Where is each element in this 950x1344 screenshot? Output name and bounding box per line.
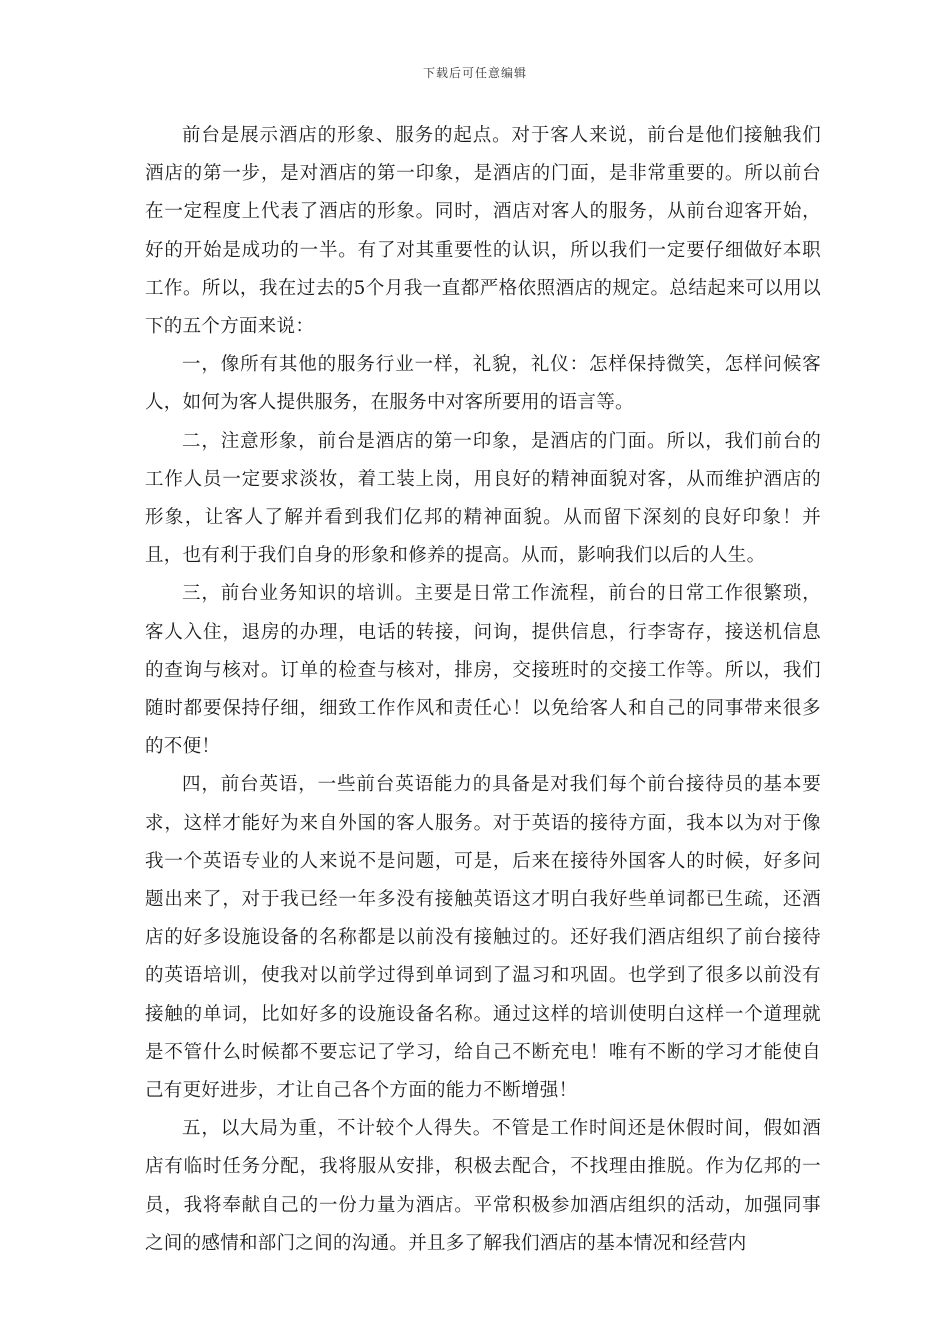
paragraph-point-1: 一，像所有其他的服务行业一样，礼貌，礼仪：怎样保持微笑，怎样问候客人，如何为客人提供服务，在服务中对客所要用的语言等。 bbox=[145, 354, 821, 414]
paragraph-point-3: 三，前台业务知识的培训。主要是日常工作流程，前台的日常工作很繁琐，客人入住，退房的办理，电话的转接，问询，提供信息，行李寄存，接送机信息的查询与核对。订单的检查与核对，排房，交接班时的交接工作等。所以，我们随时都要保持仔细，细致工作作风和责任心！以免给客人和自己的同事带来很多的不便！ bbox=[145, 583, 821, 758]
paragraph-point-5: 五，以大局为重，不计较个人得失。不管是工作时间还是休假时间，假如酒店有临时任务分配，我将服从安排，积极去配合，不找理由推脱。作为亿邦的一员，我将奉献自己的一份力量为酒店。平常积极参加酒店组织的活动，加强同事之间的感情和部门之间的沟通。并且多了解我们酒店的基本情况和经营内 bbox=[145, 1118, 821, 1254]
paragraph-point-2: 二，注意形象，前台是酒店的第一印象，是酒店的门面。所以，我们前台的工作人员一定要求淡妆，着工装上岗，用良好的精神面貌对客，从而维护酒店的形象，让客人了解并看到我们亿邦的精神面貌。从而留下深刻的良好印象！并且，也有利于我们自身的形象和修养的提高。从而，影响我们以后的人生。 bbox=[145, 430, 821, 567]
paragraph-intro: 前台是展示酒店的形象、服务的起点。对于客人来说，前台是他们接触我们酒店的第一步，是对酒店的第一印象，是酒店的门面，是非常重要的。所以前台在一定程度上代表了酒店的形象。同时，酒店对客人的服务，从前台迎客开始，好的开始是成功的一半。有了对其重要性的认识，所以我们一定要仔细做好本职工作。所以，我在过去的5个月我一直都严格依照酒店的规定。总结起来可以用以下的五个方面来说： bbox=[145, 125, 821, 338]
page-header-note: 下载后可任意编辑 bbox=[422, 66, 527, 80]
paragraph-point-4: 四，前台英语，一些前台英语能力的具备是对我们每个前台接待员的基本要求，这样才能好为来自外国的客人服务。对于英语的接待方面，我本以为对于像我一个英语专业的人来说不是问题，可是，后来在接待外国客人的时候，好多问题出来了，对于我已经一年多没有接触英语这才明白我好些单词都已生疏，还酒店的好多设施设备的名称都是以前没有接触过的。还好我们酒店组织了前台接待的英语培训，使我对以前学过得到单词到了温习和巩固。也学到了很多以前没有接触的单词，比如好多的设施设备名称。通过这样的培训使明白这样一个道理就是不管什么时候都不要忘记了学习，给自己不断充电！唯有不断的学习才能使自己有更好进步，才让自己各个方面的能力不断增强！ bbox=[145, 774, 821, 1102]
document-body bbox=[145, 117, 821, 1263]
